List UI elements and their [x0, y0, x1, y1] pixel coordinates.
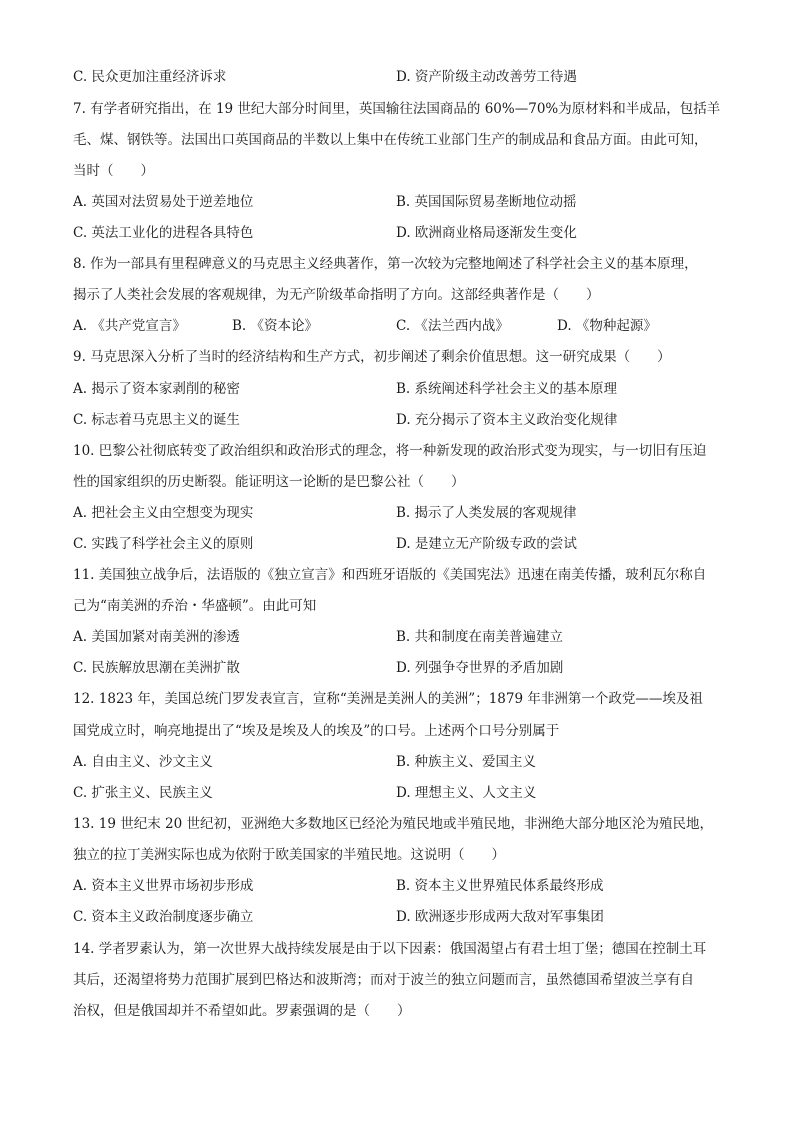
- q11-stem-line-1: 11. 美国独立战争后，法语版的《独立宣言》和西班牙语版的《美国宪法》迅速在南美传播，玻利瓦尔称自: [73, 567, 707, 583]
- q10-option-c: C. 实践了科学社会主义的原则: [73, 536, 254, 552]
- q9-option-c: C. 标志着马克思主义的诞生: [73, 412, 240, 428]
- q9-option-b: B. 系统阐述科学社会主义的基本原理: [396, 381, 618, 397]
- q11-option-a: A. 美国加紧对南美洲的渗透: [73, 629, 240, 645]
- q8-stem-line-1: 8. 作为一部具有里程碑意义的马克思主义经典著作，第一次较为完整地阐述了科学社会主义的基本原理，: [73, 256, 698, 272]
- q11-option-b: B. 共和制度在南美普遍建立: [396, 629, 564, 645]
- q10-stem-line-1: 10. 巴黎公社彻底转变了政治组织和政治形式的理念，将一种新发现的政治形式变为现实，与一切旧有压迫: [73, 443, 707, 459]
- q10-stem-line-2: 性的国家组织的历史断裂。能证明这一论断的是巴黎公社（ ）: [73, 474, 465, 490]
- q14-stem-line-2: 其后，还渴望将势力范围扩展到巴格达和波斯湾；而对于波兰的独立问题而言，虽然德国希望波兰享有自: [73, 972, 694, 988]
- q12-option-b: B. 种族主义、爱国主义: [396, 754, 537, 770]
- q11-option-c: C. 民族解放思潮在美洲扩散: [73, 660, 240, 676]
- q11-option-d: D. 列强争夺世界的矛盾加剧: [396, 660, 564, 676]
- q6-option-d: D. 资产阶级主动改善劳工待遇: [396, 69, 577, 85]
- q13-option-b: B. 资本主义世界殖民体系最终形成: [396, 878, 604, 894]
- q9-option-a: A. 揭示了资本家剥削的秘密: [73, 381, 240, 397]
- q13-stem-line-1: 13. 19 世纪末 20 世纪初，亚洲绝大多数地区已经沦为殖民地或半殖民地，非洲绝大部分地区沦为殖民地，: [73, 816, 713, 832]
- q10-option-b: B. 揭示了人类发展的客观规律: [396, 505, 577, 521]
- q8-option-c: C. 《法兰西内战》: [396, 318, 509, 334]
- q9-stem-line-1: 9. 马克思深入分析了当时的经济结构和生产方式，初步阐述了剩余价值思想。这一研究成果（ ）: [73, 349, 671, 365]
- q12-stem-line-2: 国党成立时，响亮地提出了“埃及是埃及人的埃及”的口号。上述两个口号分别属于: [73, 723, 560, 739]
- q12-stem-line-1: 12. 1823 年，美国总统门罗发表宣言，宣称“美洲是美洲人的美洲”；1879 年非洲第一个政党——埃及祖: [73, 691, 703, 707]
- q7-option-d: D. 欧洲商业格局逐渐发生变化: [396, 225, 577, 241]
- q13-option-a: A. 资本主义世界市场初步形成: [73, 878, 254, 894]
- q7-stem-line-2: 毛、煤、钢铁等。法国出口英国商品的半数以上集中在传统工业部门生产的制成品和食品方面。由此可知，: [73, 132, 708, 148]
- q7-stem-line-1: 7. 有学者研究指出，在 19 世纪大部分时间里，英国输往法国商品的 60%—70%为原材料和半成品，包括羊: [73, 101, 721, 117]
- q10-option-a: A. 把社会主义由空想变为现实: [73, 505, 254, 521]
- q8-option-b: B. 《资本论》: [232, 318, 319, 334]
- q8-option-a: A. 《共产党宣言》: [73, 318, 186, 334]
- q13-option-d: D. 欧洲逐步形成两大敌对军事集团: [396, 909, 604, 925]
- q8-stem-line-2: 揭示了人类社会发展的客观规律，为无产阶级革命指明了方向。这部经典著作是（ ）: [73, 287, 600, 303]
- q7-option-b: B. 英国国际贸易垄断地位动摇: [396, 194, 577, 210]
- q7-stem-line-3: 当时（ ）: [73, 163, 154, 179]
- q12-option-d: D. 理想主义、人文主义: [396, 785, 537, 801]
- q6-option-c: C. 民众更加注重经济诉求: [73, 69, 227, 85]
- q14-stem-line-3: 治权，但是俄国却并不希望如此。罗素强调的是（ ）: [73, 1003, 411, 1019]
- q11-stem-line-2: 己为“南美洲的乔治・华盛顿”。由此可知: [73, 598, 317, 614]
- q7-option-c: C. 英法工业化的进程各具特色: [73, 225, 254, 241]
- q12-option-a: A. 自由主义、沙文主义: [73, 754, 213, 770]
- q9-option-d: D. 充分揭示了资本主义政治变化规律: [396, 412, 618, 428]
- q7-option-a: A. 英国对法贸易处于逆差地位: [73, 194, 254, 210]
- q8-option-d: D. 《物种起源》: [557, 318, 657, 334]
- q13-stem-line-2: 独立的拉丁美洲实际也成为依附于欧美国家的半殖民地。这说明（ ）: [73, 847, 505, 863]
- q13-option-c: C. 资本主义政治制度逐步确立: [73, 909, 254, 925]
- q10-option-d: D. 是建立无产阶级专政的尝试: [396, 536, 577, 552]
- q12-option-c: C. 扩张主义、民族主义: [73, 785, 213, 801]
- q14-stem-line-1: 14. 学者罗素认为，第一次世界大战持续发展是由于以下因素：俄国渴望占有君士坦丁堡；德国在控制土耳: [73, 941, 707, 957]
